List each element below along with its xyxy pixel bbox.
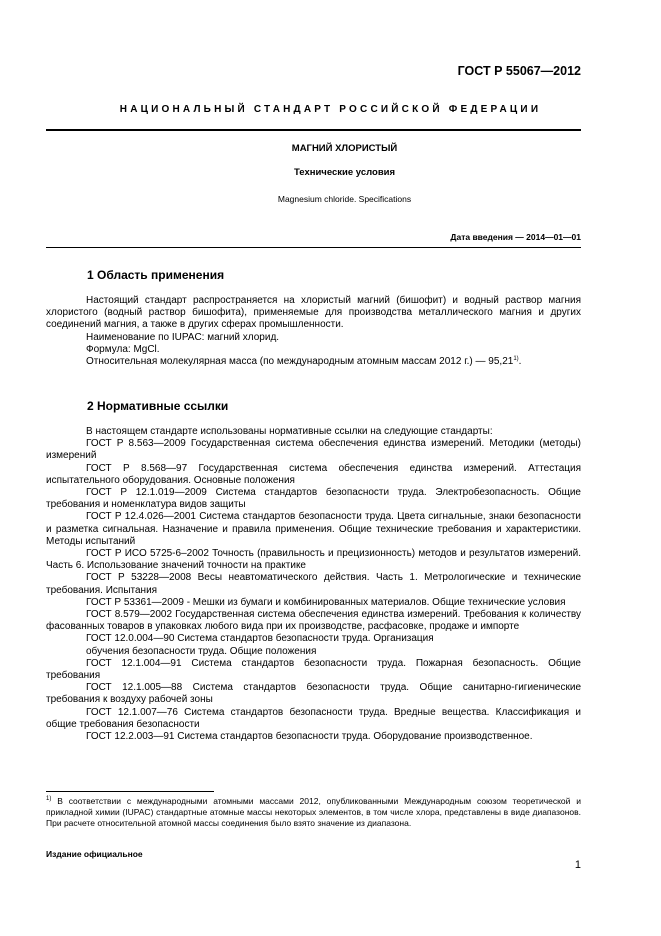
reference-item: ГОСТ Р 8.563—2009 Государственная система обеспечения единства измерений. Методики (методы) измерений	[46, 438, 581, 462]
english-title: Magnesium chloride. Specifications	[277, 194, 412, 204]
reference-item: ГОСТ Р 12.1.019—2009 Система стандартов безопасности труда. Электробезопасность. Общие требования и номенклатура видов защиты	[46, 487, 581, 511]
section-1-heading: 1 Область применения	[87, 268, 225, 282]
reference-item: ГОСТ Р 12.4.026—2001 Система стандартов безопасности труда. Цвета сигнальные, знаки безопасности и разметка сигнальная. Назначение и правила применения. Общие технические требования и характеристики. Методы испытаний	[46, 511, 581, 547]
official-edition-label: Издание официальное	[46, 849, 143, 859]
section-1-paragraph: Наименование по IUPAC: магний хлорид.	[86, 331, 280, 343]
section-1-molar-mass	[46, 356, 581, 368]
header-divider	[46, 129, 581, 131]
section-1-body	[46, 295, 581, 368]
reference-item: ГОСТ 12.1.007—76 Система стандартов безопасности труда. Вредные вещества. Классификация и общие требования безопасности	[46, 706, 581, 730]
reference-item: ГОСТ Р 53361—2009 - Мешки из бумаги и комбинированных материалов. Общие технические условия	[86, 596, 566, 608]
footnote-ref[interactable]: 1)	[513, 356, 519, 363]
reference-item: ГОСТ 12.2.003—91 Система стандартов безопасности труда. Оборудование производственное.	[86, 731, 533, 743]
reference-item: ГОСТ 8.579—2002 Государственная система обеспечения единства измерений. Требования к количеству фасованных товаров в упаковках любого вида при их производстве, расфасовке, продаже и импорте	[46, 609, 581, 633]
section-1-paragraph: Настоящий стандарт распространяется на хлористый магний (бишофит) и водный раствор магния хлористого (водный раствор бишофита), применяемые для производства металлического магния и других соединений магния, а также в других сферах промышленности.	[46, 295, 581, 331]
reference-item: ГОСТ Р ИСО 5725-6–2002 Точность (правильность и прецизионность) методов и результатов измерений. Часть 6. Использование значений точности на практике	[46, 548, 581, 572]
footnote-text: В соответствии с международными атомными массами 2012, опубликованными Международным союзом теоретической и прикладной химии (IUPAC) стандартные атомные массы некоторых элементов, в том числе хлора, представлены в виде диапазонов. При расчете относительной атомной массы соединения было взято значение из диапазона.	[46, 796, 581, 828]
reference-item: обучения безопасности труда. Общие положения	[86, 645, 317, 657]
section-2-heading: 2 Нормативные ссылки	[87, 399, 229, 413]
reference-item: ГОСТ Р 8.568—97 Государственная система обеспечения единства измерений. Аттестация испытательного оборудования. Основные положения	[46, 462, 581, 486]
date-divider	[46, 247, 581, 248]
footnote	[46, 796, 581, 828]
reference-item: ГОСТ 12.1.004—91 Система стандартов безопасности труда. Пожарная безопасность. Общие требования	[46, 657, 581, 682]
molar-mass-text: Относительная молекулярная масса (по международным атомным массам 2012 г.) — 95,21	[86, 356, 514, 368]
reference-item: ГОСТ Р 53228—2008 Весы неавтоматического действия. Часть 1. Метрологические и технические требования. Испытания	[46, 572, 581, 596]
reference-item: В настоящем стандарте использованы нормативные ссылки на следующие стандарты:	[86, 426, 493, 437]
section-2-body	[46, 426, 581, 743]
footnote-marker: 1)	[46, 796, 52, 802]
section-1-paragraph: Формула: MgCl.	[86, 343, 160, 355]
standard-code: ГОСТ Р 55067—2012	[457, 64, 581, 78]
molar-mass-end: .	[518, 356, 522, 368]
reference-item: ГОСТ 12.1.005—88 Система стандартов безопасности труда. Общие санитарно-гигиенические требования к воздуху рабочей зоны	[46, 682, 581, 706]
document-title: МАГНИЙ ХЛОРИСТЫЙ	[291, 143, 398, 154]
introduction-date: Дата введения — 2014—01—01	[450, 232, 581, 242]
footnote-divider	[46, 791, 214, 792]
reference-item: ГОСТ 12.0.004—90 Система стандартов безопасности труда. Организация	[86, 633, 434, 645]
page-number: 1	[574, 859, 581, 871]
national-standard-heading: НАЦИОНАЛЬНЫЙ СТАНДАРТ РОССИЙСКОЙ ФЕДЕРАЦИИ	[119, 104, 542, 115]
document-subtitle: Технические условия	[293, 167, 396, 178]
